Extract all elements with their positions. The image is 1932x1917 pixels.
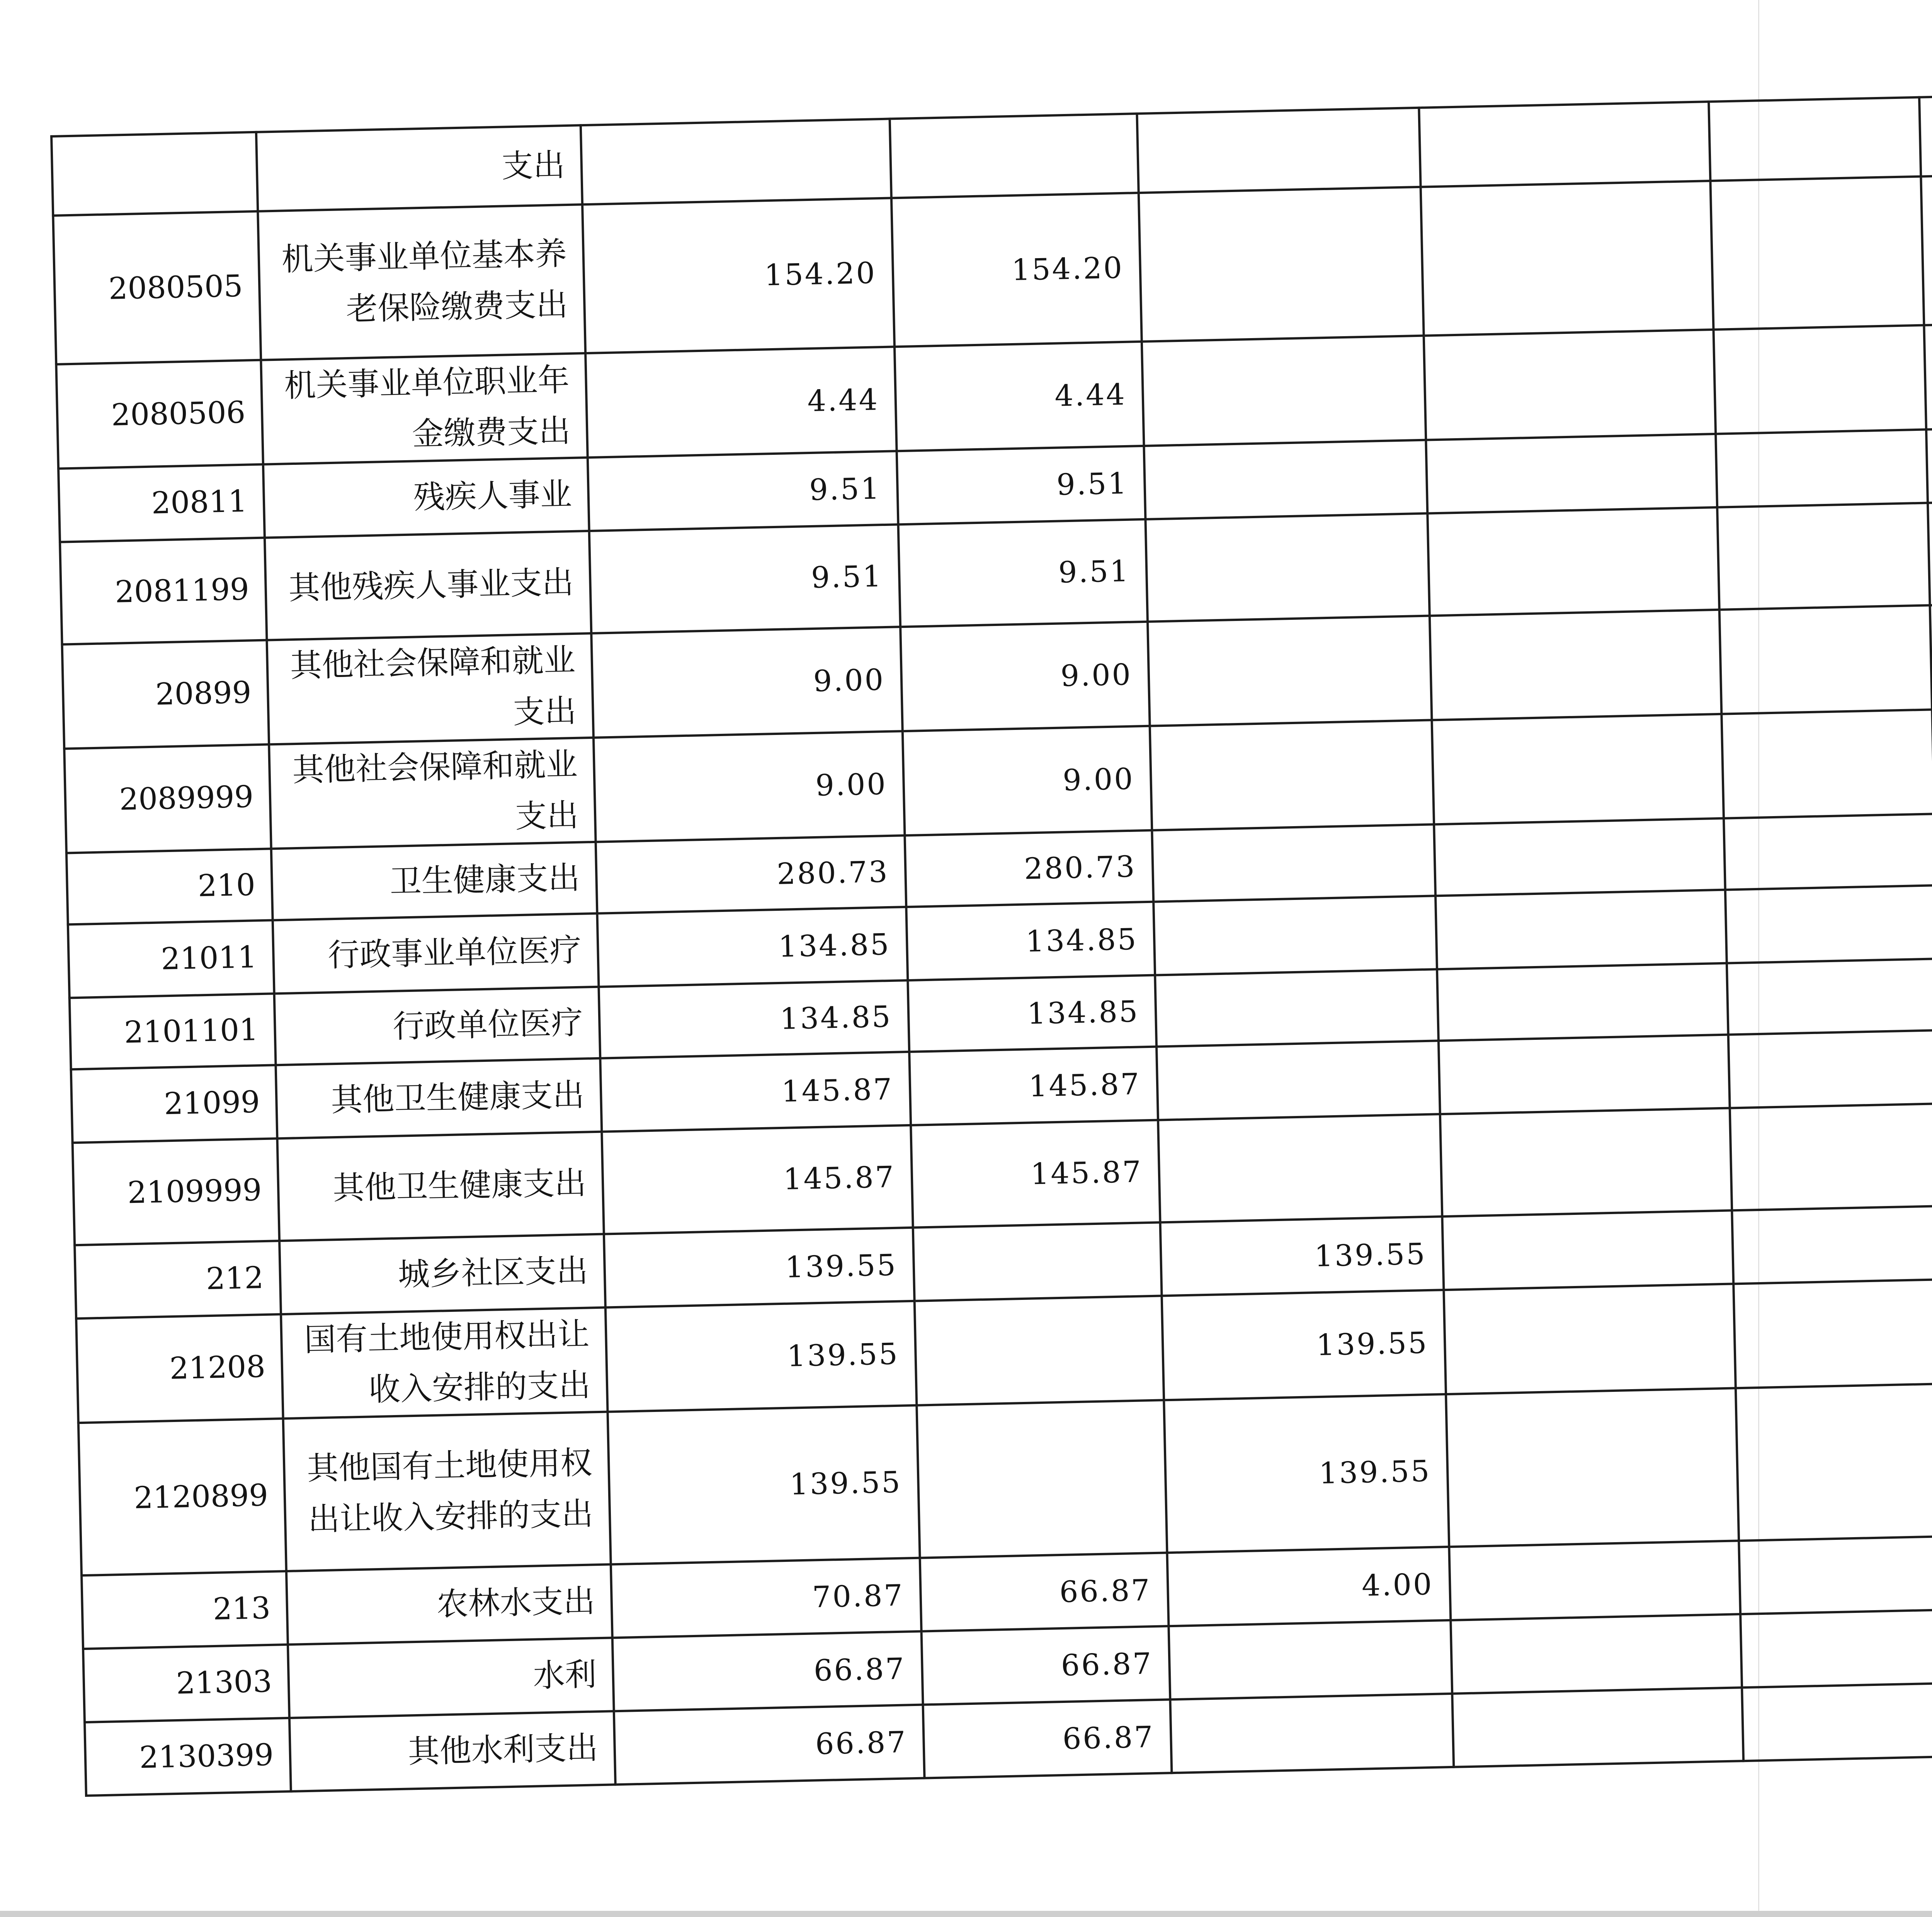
row-code-cell: 2089999 bbox=[64, 744, 271, 853]
amount-total-cell: 9.51 bbox=[589, 524, 900, 633]
amount-total-cell: 4.44 bbox=[585, 347, 896, 458]
amount-project-cell: 4.00 bbox=[1167, 1547, 1451, 1626]
amount-col5-cell bbox=[1716, 429, 1928, 507]
amount-total-cell: 66.87 bbox=[612, 1631, 923, 1711]
amount-col5-cell bbox=[1728, 1030, 1932, 1108]
row-name-cell: 水利 bbox=[288, 1638, 614, 1718]
amount-total-cell: 139.55 bbox=[608, 1405, 920, 1565]
amount-col4-cell bbox=[1421, 181, 1714, 336]
amount-project-cell bbox=[1148, 616, 1432, 726]
amount-col5-cell bbox=[1740, 1610, 1932, 1687]
row-name-cell: 城乡社区支出 bbox=[279, 1234, 605, 1315]
amount-col5-cell bbox=[1736, 1384, 1932, 1541]
amount-col6-cell bbox=[1919, 92, 1932, 177]
amount-total-cell: 139.55 bbox=[604, 1228, 915, 1308]
row-name-cell: 其他国有土地使用权出让收入安排的支出 bbox=[283, 1412, 611, 1572]
amount-col5-cell bbox=[1725, 885, 1932, 963]
amount-basic-cell: 154.20 bbox=[891, 193, 1142, 347]
amount-total-cell: 9.00 bbox=[594, 731, 905, 842]
amount-total-cell: 145.87 bbox=[602, 1125, 913, 1234]
row-code-cell: 20811 bbox=[58, 464, 265, 542]
amount-col5-cell bbox=[1710, 177, 1924, 330]
amount-basic-cell: 9.51 bbox=[898, 519, 1148, 627]
amount-col4-cell bbox=[1440, 1108, 1732, 1217]
amount-project-cell bbox=[1168, 1620, 1452, 1699]
row-name-cell: 机关事业单位职业年金缴费支出 bbox=[261, 353, 587, 464]
amount-basic-cell: 66.87 bbox=[922, 1626, 1170, 1704]
row-code-cell: 2130399 bbox=[85, 1718, 291, 1796]
amount-col4-cell bbox=[1424, 330, 1716, 440]
row-name-cell: 国有土地使用权出让收入安排的支出 bbox=[281, 1308, 607, 1419]
amount-total-cell: 139.55 bbox=[605, 1301, 917, 1412]
row-name-cell: 残疾人事业 bbox=[263, 458, 589, 538]
row-name-cell: 行政事业单位医疗 bbox=[273, 913, 599, 994]
amount-col4-cell bbox=[1449, 1541, 1740, 1620]
row-name-cell: 行政单位医疗 bbox=[274, 987, 600, 1065]
row-name-cell: 其他社会保障和就业支出 bbox=[267, 633, 593, 745]
amount-project-cell bbox=[1156, 1041, 1440, 1120]
amount-basic-cell bbox=[915, 1296, 1164, 1405]
amount-col5-cell bbox=[1733, 1279, 1932, 1388]
amount-project-cell bbox=[1158, 1114, 1442, 1222]
amount-project-cell: 139.55 bbox=[1162, 1290, 1446, 1400]
amount-col4-cell bbox=[1427, 507, 1719, 616]
row-code-cell: 21208 bbox=[76, 1314, 283, 1423]
amount-total-cell bbox=[581, 119, 891, 204]
budget-expenditure-table bbox=[50, 91, 1932, 1797]
amount-basic-cell: 134.85 bbox=[908, 975, 1156, 1052]
amount-project-cell bbox=[1145, 514, 1429, 622]
amount-basic-cell bbox=[917, 1400, 1167, 1558]
row-name-cell: 支出 bbox=[256, 125, 582, 211]
row-code-cell: 20899 bbox=[62, 640, 269, 749]
row-code-cell: 212 bbox=[75, 1241, 281, 1318]
amount-col5-cell bbox=[1739, 1536, 1932, 1614]
amount-col5-cell bbox=[1719, 605, 1932, 714]
row-name-cell: 卫生健康支出 bbox=[271, 842, 597, 920]
amount-col4-cell bbox=[1437, 963, 1728, 1041]
row-name-cell: 其他残疾人事业支出 bbox=[265, 531, 591, 640]
amount-total-cell: 70.87 bbox=[611, 1558, 922, 1638]
row-code-cell: 2080505 bbox=[53, 211, 261, 364]
amount-col4-cell bbox=[1419, 102, 1710, 187]
amount-project-cell bbox=[1170, 1694, 1454, 1773]
amount-col5-cell bbox=[1727, 959, 1932, 1034]
amount-col5-cell bbox=[1742, 1683, 1932, 1761]
amount-basic-cell: 134.85 bbox=[906, 902, 1155, 980]
budget-table-sheet bbox=[50, 91, 1932, 1797]
amount-total-cell: 145.87 bbox=[600, 1052, 911, 1132]
row-name-cell: 其他卫生健康支出 bbox=[277, 1132, 604, 1241]
amount-project-cell bbox=[1150, 720, 1434, 830]
amount-total-cell: 134.85 bbox=[597, 907, 908, 987]
amount-basic-cell: 66.87 bbox=[923, 1699, 1172, 1778]
amount-col4-cell bbox=[1426, 434, 1717, 514]
row-code-cell: 2101101 bbox=[70, 993, 276, 1069]
row-name-cell: 其他水利支出 bbox=[289, 1711, 616, 1791]
amount-basic-cell: 9.51 bbox=[897, 446, 1146, 524]
amount-col5-cell bbox=[1724, 814, 1932, 890]
row-name-cell: 机关事业单位基本养老保险缴费支出 bbox=[258, 204, 585, 360]
row-code-cell: 21303 bbox=[83, 1645, 289, 1722]
amount-project-cell bbox=[1153, 896, 1437, 975]
amount-col5-cell bbox=[1713, 325, 1926, 434]
amount-col4-cell bbox=[1451, 1614, 1742, 1694]
amount-total-cell: 66.87 bbox=[614, 1705, 925, 1785]
amount-basic-cell: 4.44 bbox=[895, 342, 1144, 451]
amount-total-cell: 134.85 bbox=[599, 980, 909, 1058]
amount-project-cell: 139.55 bbox=[1160, 1216, 1444, 1296]
amount-basic-cell bbox=[890, 114, 1139, 198]
amount-basic-cell: 145.87 bbox=[909, 1047, 1158, 1125]
amount-basic-cell: 9.00 bbox=[900, 622, 1150, 731]
amount-total-cell: 9.00 bbox=[591, 627, 902, 738]
row-code-cell: 21099 bbox=[71, 1065, 277, 1143]
row-name-cell: 农林水支出 bbox=[286, 1564, 612, 1645]
amount-project-cell: 139.55 bbox=[1164, 1394, 1449, 1553]
amount-total-cell: 9.51 bbox=[588, 451, 898, 531]
amount-col5-cell bbox=[1732, 1206, 1932, 1284]
table-body bbox=[51, 92, 1932, 1796]
amount-total-cell: 154.20 bbox=[582, 198, 895, 353]
amount-basic-cell bbox=[913, 1222, 1162, 1301]
row-code-cell bbox=[51, 132, 258, 216]
amount-project-cell bbox=[1144, 440, 1427, 519]
row-code-cell: 2120899 bbox=[78, 1419, 286, 1575]
amount-col4-cell bbox=[1430, 610, 1721, 720]
row-code-cell: 2109999 bbox=[73, 1138, 279, 1245]
row-name-cell: 其他卫生健康支出 bbox=[276, 1058, 602, 1139]
amount-total-cell: 280.73 bbox=[596, 835, 906, 913]
row-code-cell: 210 bbox=[66, 849, 273, 924]
amount-basic-cell: 145.87 bbox=[911, 1120, 1160, 1228]
amount-col5-cell bbox=[1721, 709, 1932, 818]
amount-col4-cell bbox=[1444, 1284, 1735, 1394]
amount-basic-cell: 9.00 bbox=[903, 726, 1152, 835]
amount-col4-cell bbox=[1452, 1687, 1743, 1767]
amount-col4-cell bbox=[1434, 818, 1725, 896]
amount-col5-cell bbox=[1717, 503, 1930, 609]
amount-col4-cell bbox=[1432, 714, 1723, 825]
amount-col4-cell bbox=[1435, 890, 1727, 970]
row-code-cell: 2080506 bbox=[56, 360, 263, 469]
amount-col4-cell bbox=[1439, 1035, 1730, 1114]
amount-basic-cell: 280.73 bbox=[905, 830, 1153, 907]
row-code-cell: 21011 bbox=[68, 920, 274, 998]
amount-project-cell bbox=[1152, 824, 1435, 902]
amount-project-cell bbox=[1137, 108, 1420, 193]
row-code-cell: 213 bbox=[82, 1571, 288, 1649]
scan-bottom-edge bbox=[0, 1911, 1932, 1917]
amount-col4-cell bbox=[1446, 1388, 1739, 1547]
amount-project-cell bbox=[1155, 969, 1439, 1046]
row-code-cell: 2081199 bbox=[60, 538, 267, 645]
amount-project-cell bbox=[1139, 187, 1424, 342]
amount-col4-cell bbox=[1442, 1210, 1733, 1290]
amount-basic-cell: 66.87 bbox=[920, 1553, 1169, 1631]
row-name-cell: 其他社会保障和就业支出 bbox=[269, 738, 595, 849]
amount-col5-cell bbox=[1709, 97, 1921, 181]
amount-project-cell bbox=[1142, 336, 1426, 446]
amount-col5-cell bbox=[1730, 1104, 1932, 1210]
